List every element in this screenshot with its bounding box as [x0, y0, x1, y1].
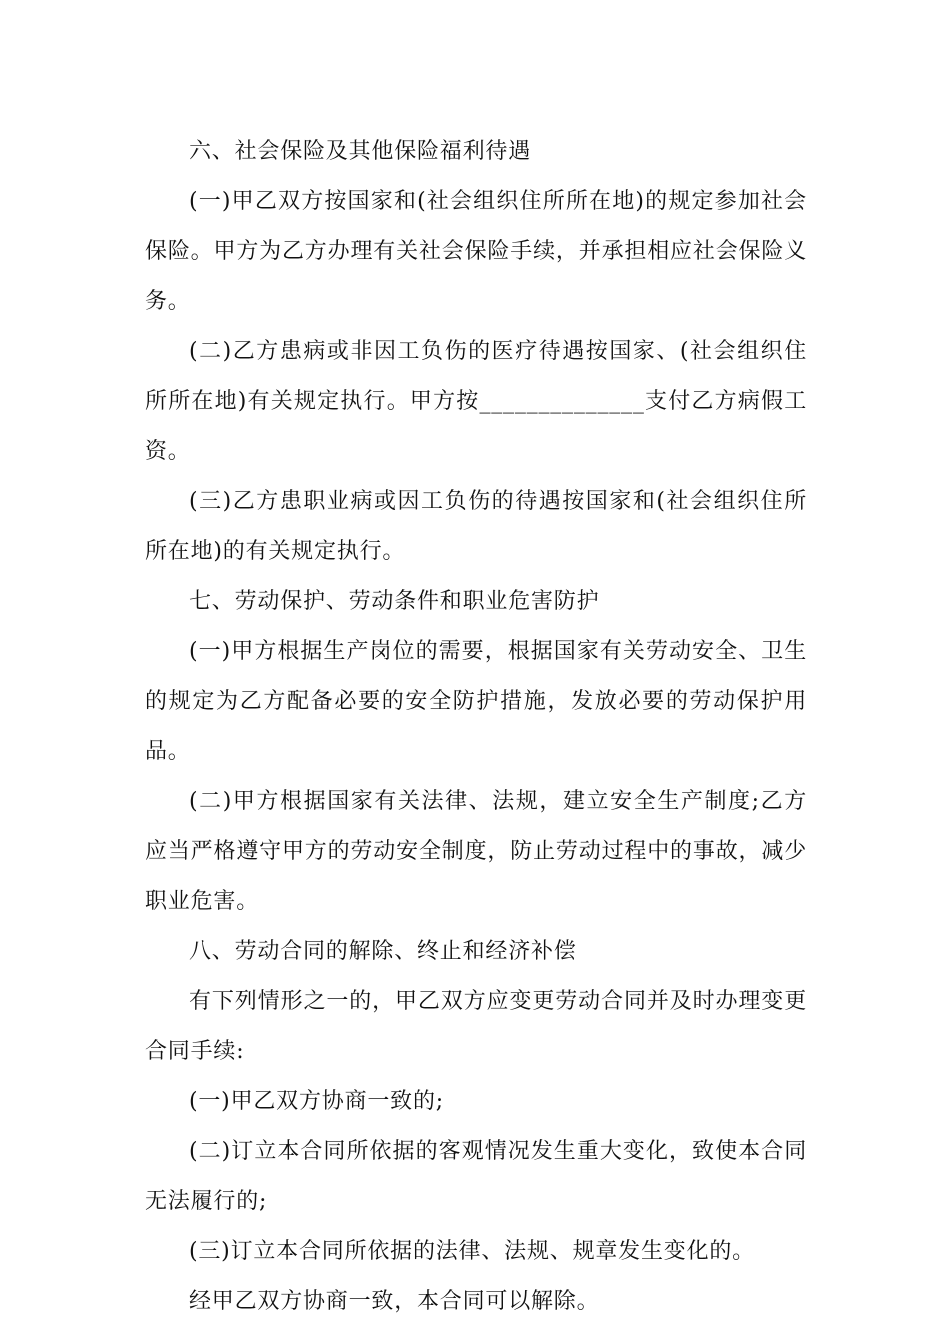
section-heading-contract-termination: 八、劳动合同的解除、终止和经济补偿 [189, 939, 577, 964]
paragraph-social-insurance-3: (三)乙方患职业病或因工负伤的待遇按国家和(社会组织住所所在地)的有关规定执行。 [145, 489, 807, 564]
section-heading-social-insurance: 六、社会保险及其他保险福利待遇 [189, 139, 532, 164]
document-body [145, 127, 807, 1327]
section-heading-labor-protection: 七、劳动保护、劳动条件和职业危害防护 [189, 589, 600, 614]
paragraph-contract-change-intro: 有下列情形之一的，甲乙双方应变更劳动合同并及时办理变更合同手续: [145, 989, 807, 1064]
paragraph-contract-dissolution: 经甲乙双方协商一致，本合同可以解除。 [189, 1289, 600, 1314]
list-item-change-1: (一)甲乙双方协商一致的; [189, 1089, 444, 1114]
paragraph-labor-protection-1: (一)甲方根据生产岗位的需要，根据国家有关劳动安全、卫生的规定为乙方配备必要的安全防护措施，发放必要的劳动保护用品。 [145, 639, 807, 764]
list-item-change-3: (三)订立本合同所依据的法律、法规、规章发生变化的。 [189, 1239, 755, 1264]
paragraph-social-insurance-1: (一)甲乙双方按国家和(社会组织住所所在地)的规定参加社会保险。甲方为乙方办理有关社会保险手续，并承担相应社会保险义务。 [145, 189, 807, 314]
paragraph-labor-protection-2: (二)甲方根据国家有关法律、法规，建立安全生产制度;乙方应当严格遵守甲方的劳动安全制度，防止劳动过程中的事故，减少职业危害。 [145, 789, 807, 914]
paragraph-social-insurance-2: (二)乙方患病或非因工负伤的医疗待遇按国家、(社会组织住所所在地)有关规定执行。甲方按______________支付乙方病假工资。 [145, 339, 807, 464]
list-item-change-2: (二)订立本合同所依据的客观情况发生重大变化，致使本合同无法履行的; [145, 1139, 807, 1214]
